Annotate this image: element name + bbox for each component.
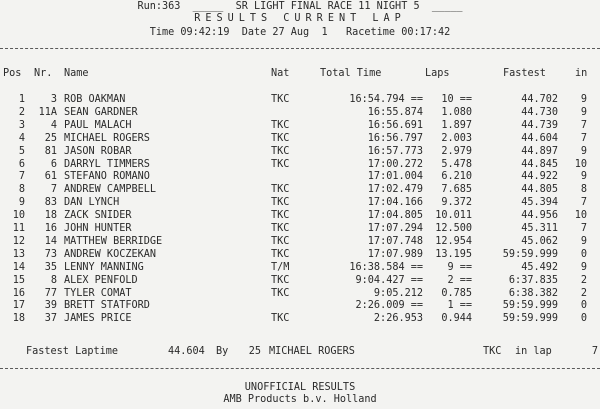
row-total-time: 16:38.584 == xyxy=(349,261,423,273)
row-fastest: 45.394 xyxy=(521,197,558,209)
table-row xyxy=(0,94,600,105)
row-laps: 9 == xyxy=(447,261,472,273)
fastest-lap-in-lap-label: in lap xyxy=(515,346,552,357)
row-total-time: 16:57.773 xyxy=(367,145,423,157)
row-nr: 83 xyxy=(44,197,57,209)
row-total-time: 9:05.212 xyxy=(373,287,423,299)
row-fastest: 6:37.835 xyxy=(508,274,558,286)
row-nr: 39 xyxy=(44,300,57,312)
row-total-time: 17:00.272 xyxy=(367,158,423,170)
row-nr: 77 xyxy=(44,287,57,299)
table-row xyxy=(0,171,600,182)
row-driver-name: MICHAEL ROGERS xyxy=(64,132,150,144)
row-in-lap: 2 xyxy=(580,274,587,286)
row-nat: TKC xyxy=(271,223,290,234)
row-fastest: 59:59.999 xyxy=(502,248,558,260)
row-nat: TKC xyxy=(271,158,290,170)
col-laps: Laps xyxy=(425,68,450,79)
row-driver-name: STEFANO ROMANO xyxy=(64,171,150,183)
row-nat: T/M xyxy=(271,261,290,273)
results-title: RESULTS CURRENT LAP xyxy=(194,13,406,24)
row-fastest: 44.739 xyxy=(521,119,558,131)
row-laps: 12.954 xyxy=(435,235,472,247)
row-nat: TKC xyxy=(271,145,290,157)
table-row xyxy=(0,313,600,324)
row-laps: 2.979 xyxy=(441,145,472,157)
row-fastest: 44.730 xyxy=(521,106,558,118)
row-driver-name: JAMES PRICE xyxy=(64,313,132,325)
row-pos: 16 xyxy=(12,287,25,299)
row-total-time: 17:04.805 xyxy=(367,210,423,222)
row-nat: TKC xyxy=(271,119,290,131)
row-in-lap: 7 xyxy=(580,119,587,131)
row-driver-name: TYLER COMAT xyxy=(64,287,132,299)
row-total-time: 17:07.748 xyxy=(367,235,423,247)
row-in-lap: 10 xyxy=(574,210,587,222)
unofficial-results-note: UNOFFICIAL RESULTS xyxy=(244,382,356,393)
row-fastest: 6:38.382 xyxy=(508,287,558,299)
row-in-lap: 0 xyxy=(580,313,587,325)
table-row xyxy=(0,300,600,311)
row-fastest: 59:59.999 xyxy=(502,313,558,325)
row-nat: TKC xyxy=(271,132,290,144)
row-laps: 12.500 xyxy=(435,223,472,234)
row-laps: 2 == xyxy=(447,274,472,286)
row-nr: 81 xyxy=(44,145,57,157)
table-row xyxy=(0,210,600,221)
row-nat: TKC xyxy=(271,274,290,286)
row-pos: 17 xyxy=(12,300,25,312)
row-in-lap: 7 xyxy=(580,223,587,234)
row-pos: 18 xyxy=(12,313,25,325)
row-in-lap: 0 xyxy=(580,248,587,260)
row-in-lap: 9 xyxy=(580,145,587,157)
table-row xyxy=(0,288,600,299)
row-driver-name: JASON ROBAR xyxy=(64,145,132,157)
row-pos: 8 xyxy=(18,184,25,196)
row-fastest: 45.311 xyxy=(521,223,558,234)
table-row xyxy=(0,133,600,144)
row-in-lap: 9 xyxy=(580,235,587,247)
row-pos: 2 xyxy=(18,106,25,118)
row-pos: 11 xyxy=(12,223,25,234)
col-nat: Nat xyxy=(271,68,290,79)
row-nat: TKC xyxy=(271,235,290,247)
table-row xyxy=(0,262,600,273)
row-in-lap: 9 xyxy=(580,94,587,105)
row-laps: 7.685 xyxy=(441,184,472,196)
row-fastest: 44.604 xyxy=(521,132,558,144)
row-nr: 16 xyxy=(44,223,57,234)
row-fastest: 44.922 xyxy=(521,171,558,183)
row-total-time: 16:56.691 xyxy=(367,119,423,131)
row-total-time: 16:54.794 == xyxy=(349,94,423,105)
row-nr: 8 xyxy=(50,274,57,286)
row-laps: 2.003 xyxy=(441,132,472,144)
row-nr: 73 xyxy=(44,248,57,260)
table-row xyxy=(0,107,600,118)
fastest-lap-nat: TKC xyxy=(483,346,502,357)
row-in-lap: 2 xyxy=(580,287,587,299)
row-nr: 25 xyxy=(44,132,57,144)
row-total-time: 2:26.953 xyxy=(373,313,423,325)
row-total-time: 2:26.009 == xyxy=(355,300,423,312)
row-pos: 6 xyxy=(18,158,25,170)
row-driver-name: ZACK SNIDER xyxy=(64,210,132,222)
row-driver-name: BRETT STATFORD xyxy=(64,300,150,312)
row-total-time: 17:07.294 xyxy=(367,223,423,234)
row-pos: 14 xyxy=(12,261,25,273)
row-total-time: 16:55.874 xyxy=(367,106,423,118)
row-laps: 6.210 xyxy=(441,171,472,183)
row-driver-name: ANDREW CAMPBELL xyxy=(64,184,157,196)
row-fastest: 44.845 xyxy=(521,158,558,170)
row-in-lap: 8 xyxy=(580,184,587,196)
row-fastest: 59:59.999 xyxy=(502,300,558,312)
table-row xyxy=(0,236,600,247)
row-in-lap: 10 xyxy=(574,158,587,170)
row-in-lap: 9 xyxy=(580,106,587,118)
row-fastest: 44.805 xyxy=(521,184,558,196)
row-in-lap: 9 xyxy=(580,261,587,273)
col-fastest: Fastest xyxy=(503,68,546,79)
row-fastest: 45.492 xyxy=(521,261,558,273)
col-name: Name xyxy=(64,68,89,79)
row-driver-name: ROB OAKMAN xyxy=(64,94,126,105)
row-total-time: 17:02.479 xyxy=(367,184,423,196)
table-row xyxy=(0,146,600,157)
row-pos: 3 xyxy=(18,119,25,131)
fastest-lap-by: By xyxy=(216,346,229,357)
fastest-lap-label: Fastest Laptime xyxy=(26,346,119,357)
row-total-time: 16:56.797 xyxy=(367,132,423,144)
row-pos: 15 xyxy=(12,274,25,286)
row-driver-name: DARRYL TIMMERS xyxy=(64,158,150,170)
col-in: in xyxy=(575,68,588,79)
time-date-line: Time 09:42:19 Date 27 Aug 1 Racetime 00:17:42 xyxy=(149,27,451,38)
row-nr: 7 xyxy=(50,184,57,196)
table-row xyxy=(0,159,600,170)
row-laps: 10.011 xyxy=(435,210,472,222)
row-driver-name: ALEX PENFOLD xyxy=(64,274,138,286)
row-pos: 7 xyxy=(18,171,25,183)
row-nat: TKC xyxy=(271,248,290,260)
fastest-lap-summary xyxy=(0,346,600,357)
row-laps: 1 == xyxy=(447,300,472,312)
row-laps: 1.897 xyxy=(441,119,472,131)
row-driver-name: MATTHEW BERRIDGE xyxy=(64,235,163,247)
row-nr: 3 xyxy=(50,94,57,105)
row-nr: 4 xyxy=(50,119,57,131)
row-pos: 5 xyxy=(18,145,25,157)
row-pos: 13 xyxy=(12,248,25,260)
row-laps: 0.944 xyxy=(441,313,472,325)
row-total-time: 9:04.427 == xyxy=(355,274,423,286)
row-driver-name: SEAN GARDNER xyxy=(64,106,138,118)
table-row xyxy=(0,249,600,260)
row-driver-name: JOHN HUNTER xyxy=(64,223,132,234)
row-nr: 6 xyxy=(50,158,57,170)
fastest-lap-lap: 7 xyxy=(591,346,598,357)
row-nr: 11A xyxy=(38,106,57,118)
row-fastest: 45.062 xyxy=(521,235,558,247)
row-driver-name: DAN LYNCH xyxy=(64,197,120,209)
row-in-lap: 9 xyxy=(580,171,587,183)
divider-top xyxy=(0,48,600,49)
table-row xyxy=(0,275,600,286)
row-in-lap: 7 xyxy=(580,132,587,144)
table-row xyxy=(0,120,600,131)
divider-bottom xyxy=(0,368,600,369)
col-pos: Pos xyxy=(3,68,22,79)
column-headers xyxy=(0,68,600,79)
row-driver-name: LENNY MANNING xyxy=(64,261,144,273)
table-row xyxy=(0,223,600,234)
row-total-time: 17:04.166 xyxy=(367,197,423,209)
table-row xyxy=(0,197,600,208)
fastest-lap-name: MICHAEL ROGERS xyxy=(269,346,355,357)
fastest-lap-time: 44.604 xyxy=(168,346,205,357)
row-fastest: 44.956 xyxy=(521,210,558,222)
row-pos: 4 xyxy=(18,132,25,144)
row-total-time: 17:01.004 xyxy=(367,171,423,183)
row-nat: TKC xyxy=(271,94,290,105)
row-nr: 14 xyxy=(44,235,57,247)
row-pos: 12 xyxy=(12,235,25,247)
row-nr: 61 xyxy=(44,171,57,183)
row-total-time: 17:07.989 xyxy=(367,248,423,260)
row-in-lap: 7 xyxy=(580,197,587,209)
row-in-lap: 0 xyxy=(580,300,587,312)
row-laps: 1.080 xyxy=(441,106,472,118)
row-driver-name: ANDREW KOCZEKAN xyxy=(64,248,157,260)
row-laps: 0.785 xyxy=(441,287,472,299)
row-nr: 35 xyxy=(44,261,57,273)
row-laps: 13.195 xyxy=(435,248,472,260)
row-fastest: 44.897 xyxy=(521,145,558,157)
col-nr: Nr. xyxy=(34,68,53,79)
row-fastest: 44.702 xyxy=(521,94,558,105)
vendor-line: AMB Products b.v. Holland xyxy=(223,394,377,405)
row-driver-name: PAUL MALACH xyxy=(64,119,132,131)
row-pos: 1 xyxy=(18,94,25,105)
row-laps: 10 == xyxy=(441,94,472,105)
row-nat: TKC xyxy=(271,313,290,325)
row-nat: TKC xyxy=(271,197,290,209)
row-pos: 9 xyxy=(18,197,25,209)
table-row xyxy=(0,184,600,195)
row-nat: TKC xyxy=(271,184,290,196)
fastest-lap-nr: 25 xyxy=(248,346,261,357)
row-laps: 9.372 xyxy=(441,197,472,209)
col-total-time: Total Time xyxy=(320,68,382,79)
row-nr: 18 xyxy=(44,210,57,222)
row-pos: 10 xyxy=(12,210,25,222)
row-laps: 5.478 xyxy=(441,158,472,170)
row-nat: TKC xyxy=(271,287,290,299)
row-nat: TKC xyxy=(271,210,290,222)
run-header: Run:363 _____ SR LIGHT FINAL RACE 11 NIGHT 5 _____ xyxy=(137,1,463,12)
row-nr: 37 xyxy=(44,313,57,325)
